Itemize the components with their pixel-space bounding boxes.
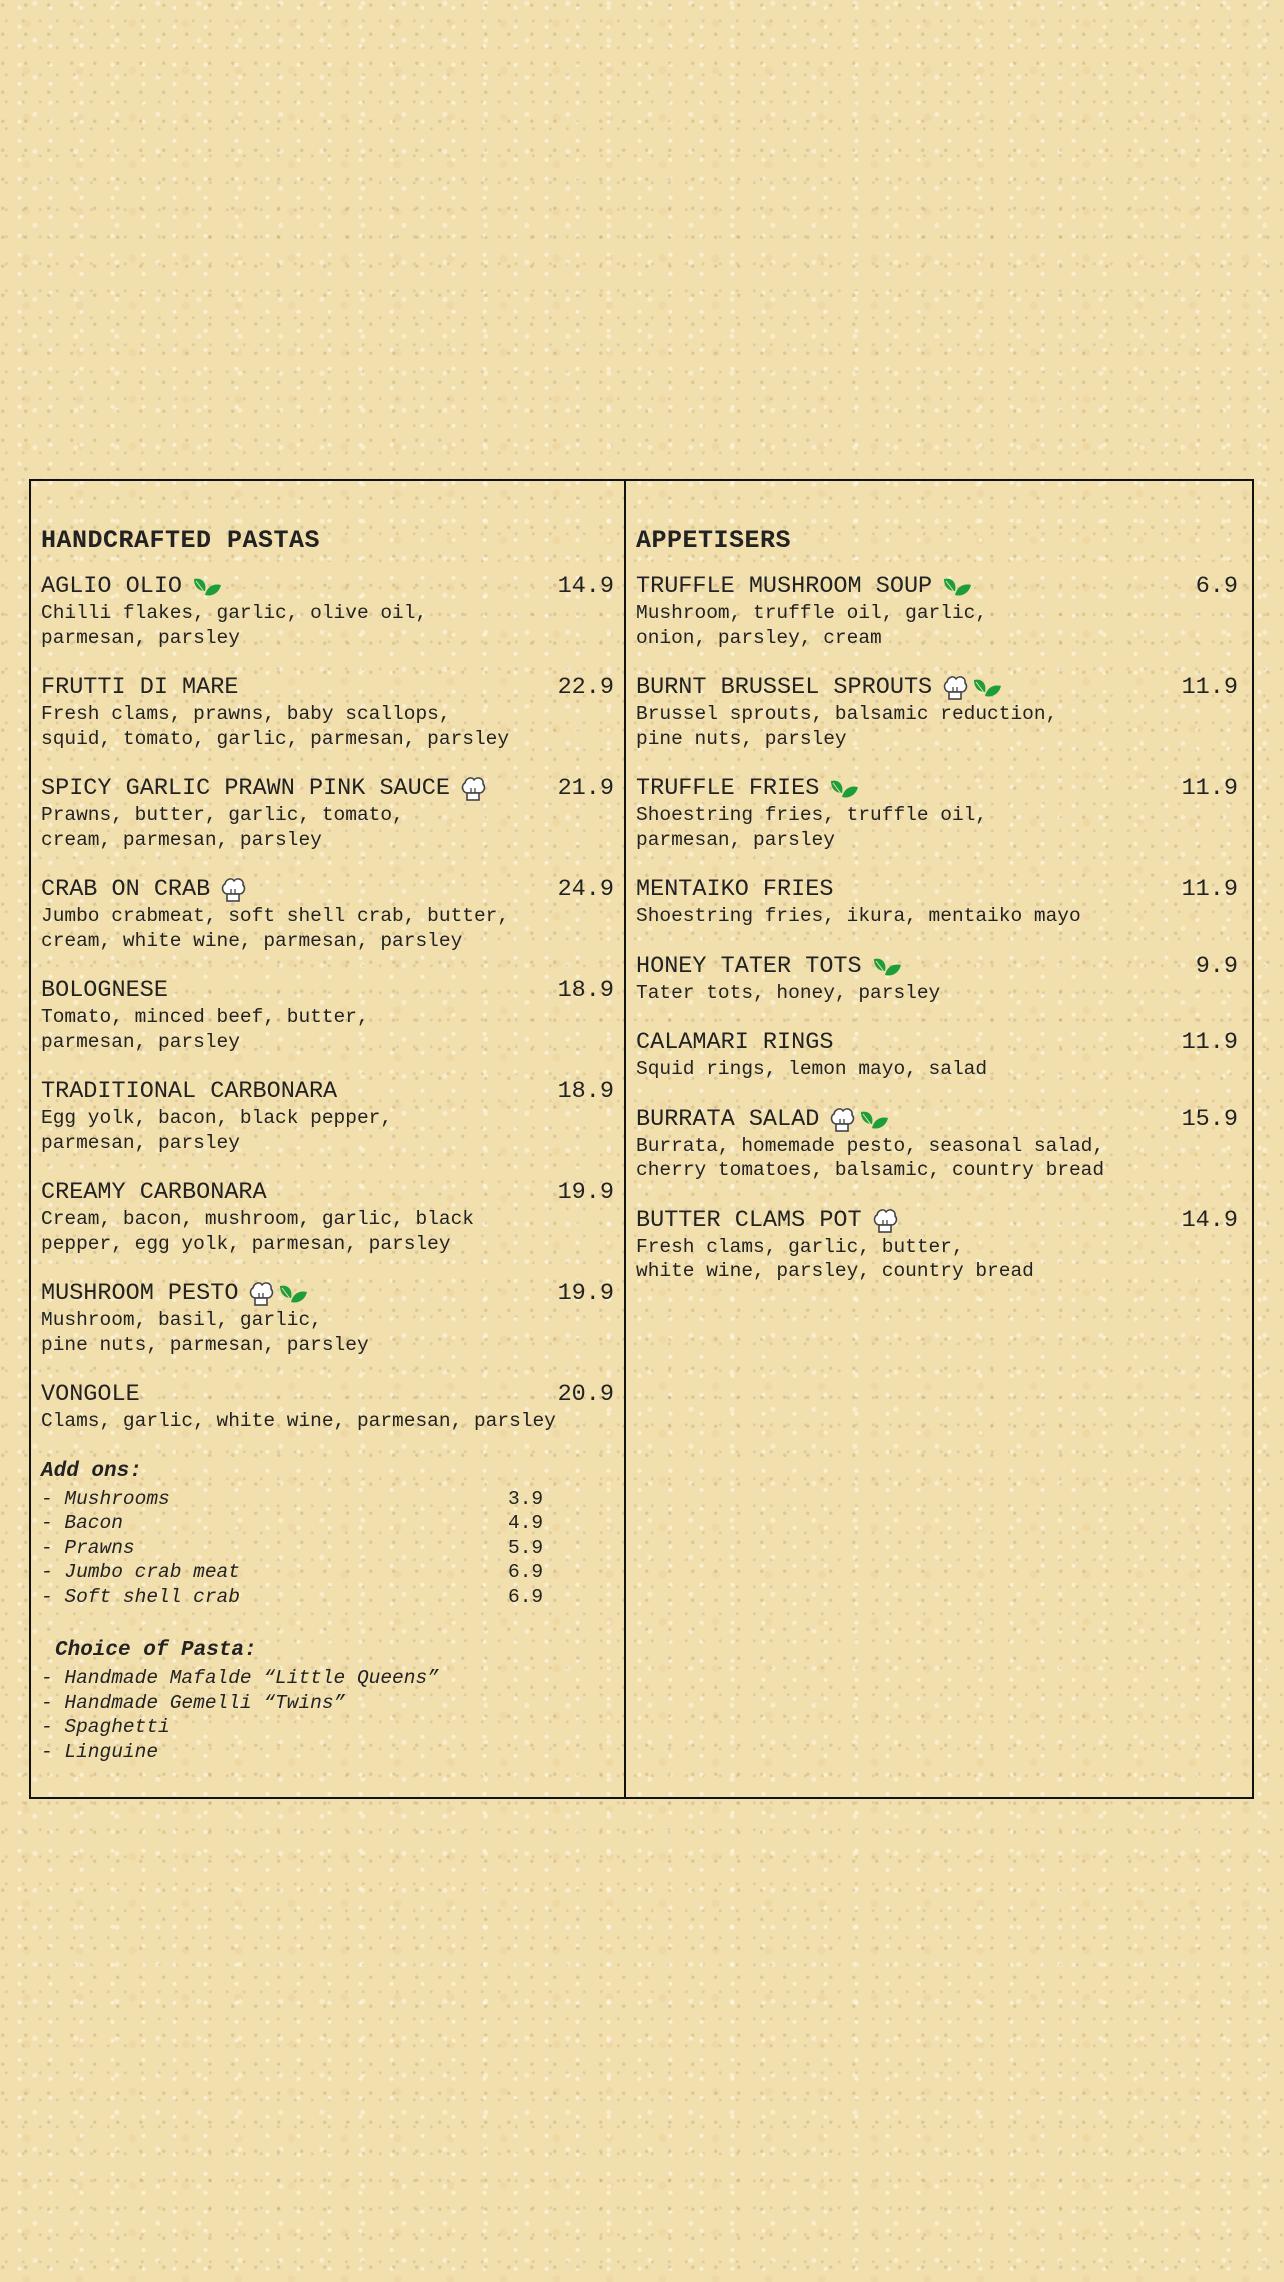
menu-item-aglio-olio [41, 573, 614, 650]
leaf-icon [942, 576, 972, 598]
item-description: Brussel sprouts, balsamic reduction, pine nuts, parsley [636, 703, 1058, 750]
item-icons [460, 775, 486, 803]
item-icons [192, 576, 222, 598]
pasta-choice-heading: Choice of Pasta: [55, 1639, 257, 1662]
addon-row [41, 1487, 614, 1512]
menu-item-spicy-garlic-prawn-pink-sauce [41, 775, 614, 852]
item-header [41, 1179, 614, 1207]
menu-item-crab-on-crab [41, 876, 614, 953]
menu-item-mentaiko-fries [636, 876, 1238, 929]
item-icons [872, 956, 902, 978]
item-icons [942, 576, 972, 598]
appetisers-heading: APPETISERS [636, 526, 792, 555]
menu-item-calamari-rings [636, 1029, 1238, 1082]
item-name: TRUFFLE MUSHROOM SOUP [636, 573, 933, 600]
item-price: 18.9 [557, 977, 614, 1004]
menu-item-traditional-carbonara [41, 1078, 614, 1155]
addon-price: 4.9 [508, 1512, 544, 1534]
item-header [636, 573, 1238, 601]
leaf-icon [278, 1283, 308, 1305]
item-price: 11.9 [1181, 775, 1238, 802]
pastas-column [31, 481, 626, 1797]
item-description: Tater tots, honey, parsley [636, 981, 941, 1004]
item-price: 20.9 [557, 1381, 614, 1408]
item-price: 15.9 [1181, 1105, 1238, 1133]
item-name: TRUFFLE FRIES [636, 775, 820, 802]
item-price: 19.9 [557, 1280, 614, 1307]
addon-price: 6.9 [508, 1585, 544, 1608]
item-header [636, 775, 1238, 803]
addon-price: 5.9 [508, 1536, 544, 1559]
leaf-icon [972, 677, 1002, 699]
item-description: Tomato, minced beef, butter, parmesan, parsley [41, 1006, 369, 1053]
pasta-choice: - Linguine [41, 1740, 159, 1763]
addon-row [41, 1511, 614, 1536]
item-header [41, 674, 614, 702]
addons-list [41, 1487, 614, 1610]
addon-name: - Jumbo crab meat [41, 1561, 240, 1583]
addon-name: - Mushrooms [41, 1487, 170, 1510]
addon-name: - Bacon [41, 1512, 123, 1534]
menu-item-frutti-di-mare [41, 674, 614, 751]
menu-item-creamy-carbonara [41, 1179, 614, 1256]
pasta-choice: - Handmade Mafalde “Little Queens” [41, 1667, 439, 1689]
item-icons [248, 1280, 308, 1308]
item-icons [829, 778, 859, 800]
item-icons [942, 674, 1002, 702]
menu-item-bolognese [41, 977, 614, 1054]
menu-item-burnt-brussel-sprouts [636, 674, 1238, 751]
item-price: 9.9 [1195, 952, 1238, 980]
item-name: TRADITIONAL CARBONARA [41, 1078, 338, 1105]
addon-row [41, 1560, 614, 1585]
item-price: 6.9 [1195, 573, 1238, 600]
appetisers-column [626, 481, 1252, 1797]
leaf-icon [872, 956, 902, 978]
item-price: 14.9 [1181, 1206, 1238, 1234]
menu-item-butter-clams-pot [636, 1207, 1238, 1284]
item-name: BURRATA SALAD [636, 1105, 820, 1133]
item-name: BOLOGNESE [41, 977, 168, 1004]
item-description: Prawns, butter, garlic, tomato, cream, parmesan, parsley [41, 804, 404, 851]
addons-heading: Add ons: [41, 1459, 142, 1483]
menu-item-vongole [41, 1381, 614, 1434]
item-description: Squid rings, lemon mayo, salad [636, 1058, 988, 1080]
item-name: SPICY GARLIC PRAWN PINK SAUCE [41, 775, 450, 802]
addon-price: 3.9 [508, 1487, 544, 1510]
pasta-choice-list [41, 1666, 614, 1764]
item-price: 22.9 [557, 674, 614, 701]
item-header [636, 1029, 1238, 1057]
item-price: 11.9 [1181, 876, 1238, 903]
pasta-choice: - Spaghetti [41, 1716, 170, 1738]
menu-board [29, 479, 1254, 1799]
item-name: CALAMARI RINGS [636, 1029, 834, 1056]
item-icons [220, 876, 246, 904]
item-description: Fresh clams, garlic, butter, white wine, parsley, country bread [636, 1235, 1034, 1282]
item-description: Cream, bacon, mushroom, garlic, black pepper, egg yolk, parmesan, parsley [41, 1208, 474, 1255]
item-name: HONEY TATER TOTS [636, 952, 862, 980]
appetisers-list [636, 573, 1238, 1284]
menu-item-burrata-salad [636, 1106, 1238, 1183]
item-name: CREAMY CARBONARA [41, 1179, 267, 1206]
item-description: Mushroom, basil, garlic, pine nuts, parmesan, parsley [41, 1309, 369, 1356]
item-icons [829, 1106, 889, 1134]
item-name: CRAB ON CRAB [41, 876, 211, 903]
addon-name: - Soft shell crab [41, 1585, 240, 1608]
item-price: 14.9 [557, 573, 614, 600]
item-description: Clams, garlic, white wine, parmesan, parsley [41, 1410, 556, 1432]
item-header [41, 1381, 614, 1409]
chef-hat-icon [872, 1207, 898, 1235]
pasta-choice: - Handmade Gemelli “Twins” [41, 1691, 346, 1714]
menu-item-mushroom-pesto [41, 1280, 614, 1357]
chef-hat-icon [460, 775, 486, 803]
item-header [41, 573, 614, 601]
item-price: 18.9 [557, 1078, 614, 1105]
item-description: Burrata, homemade pesto, seasonal salad, cherry tomatoes, balsamic, country bread [636, 1134, 1105, 1181]
item-header [636, 1106, 1238, 1134]
menu-item-truffle-fries [636, 775, 1238, 852]
menu-item-honey-tater-tots [636, 953, 1238, 1006]
item-header [41, 1078, 614, 1106]
leaf-icon [192, 576, 222, 598]
leaf-icon [829, 778, 859, 800]
item-header [636, 674, 1238, 702]
item-name: FRUTTI DI MARE [41, 674, 239, 701]
addon-name: - Prawns [41, 1536, 135, 1559]
item-description: Jumbo crabmeat, soft shell crab, butter, cream, white wine, parmesan, parsley [41, 905, 510, 952]
item-price: 11.9 [1181, 674, 1238, 701]
item-description: Fresh clams, prawns, baby scallops, squid, tomato, garlic, parmesan, parsley [41, 703, 510, 750]
item-header [636, 876, 1238, 904]
pastas-heading: HANDCRAFTED PASTAS [41, 526, 321, 555]
item-name: AGLIO OLIO [41, 573, 183, 600]
item-header [41, 775, 614, 803]
item-header [41, 977, 614, 1005]
item-price: 11.9 [1181, 1029, 1238, 1056]
addon-row [41, 1536, 614, 1561]
addon-price: 6.9 [508, 1561, 544, 1583]
chef-hat-icon [220, 876, 246, 904]
item-name: BURNT BRUSSEL SPROUTS [636, 674, 933, 701]
item-description: Chilli flakes, garlic, olive oil, parmesan, parsley [41, 602, 428, 649]
item-description: Egg yolk, bacon, black pepper, parmesan, parsley [41, 1107, 393, 1154]
item-header [41, 1280, 614, 1308]
pastas-list [41, 573, 614, 1434]
chef-hat-icon [829, 1106, 855, 1134]
item-header [41, 876, 614, 904]
item-header [636, 953, 1238, 981]
item-description: Mushroom, truffle oil, garlic, onion, parsley, cream [636, 602, 988, 649]
leaf-icon [859, 1109, 889, 1131]
chef-hat-icon [248, 1280, 274, 1308]
item-description: Shoestring fries, truffle oil, parmesan, parsley [636, 804, 988, 851]
item-name: MUSHROOM PESTO [41, 1280, 239, 1307]
menu-item-truffle-mushroom-soup [636, 573, 1238, 650]
chef-hat-icon [942, 674, 968, 702]
item-name: MENTAIKO FRIES [636, 876, 834, 903]
item-description: Shoestring fries, ikura, mentaiko mayo [636, 905, 1081, 927]
addon-row [41, 1585, 614, 1610]
item-name: VONGOLE [41, 1381, 140, 1408]
item-price: 24.9 [557, 876, 614, 903]
item-name: BUTTER CLAMS POT [636, 1206, 862, 1234]
item-price: 21.9 [557, 775, 614, 802]
item-header [636, 1207, 1238, 1235]
item-price: 19.9 [557, 1179, 614, 1206]
item-icons [872, 1207, 898, 1235]
